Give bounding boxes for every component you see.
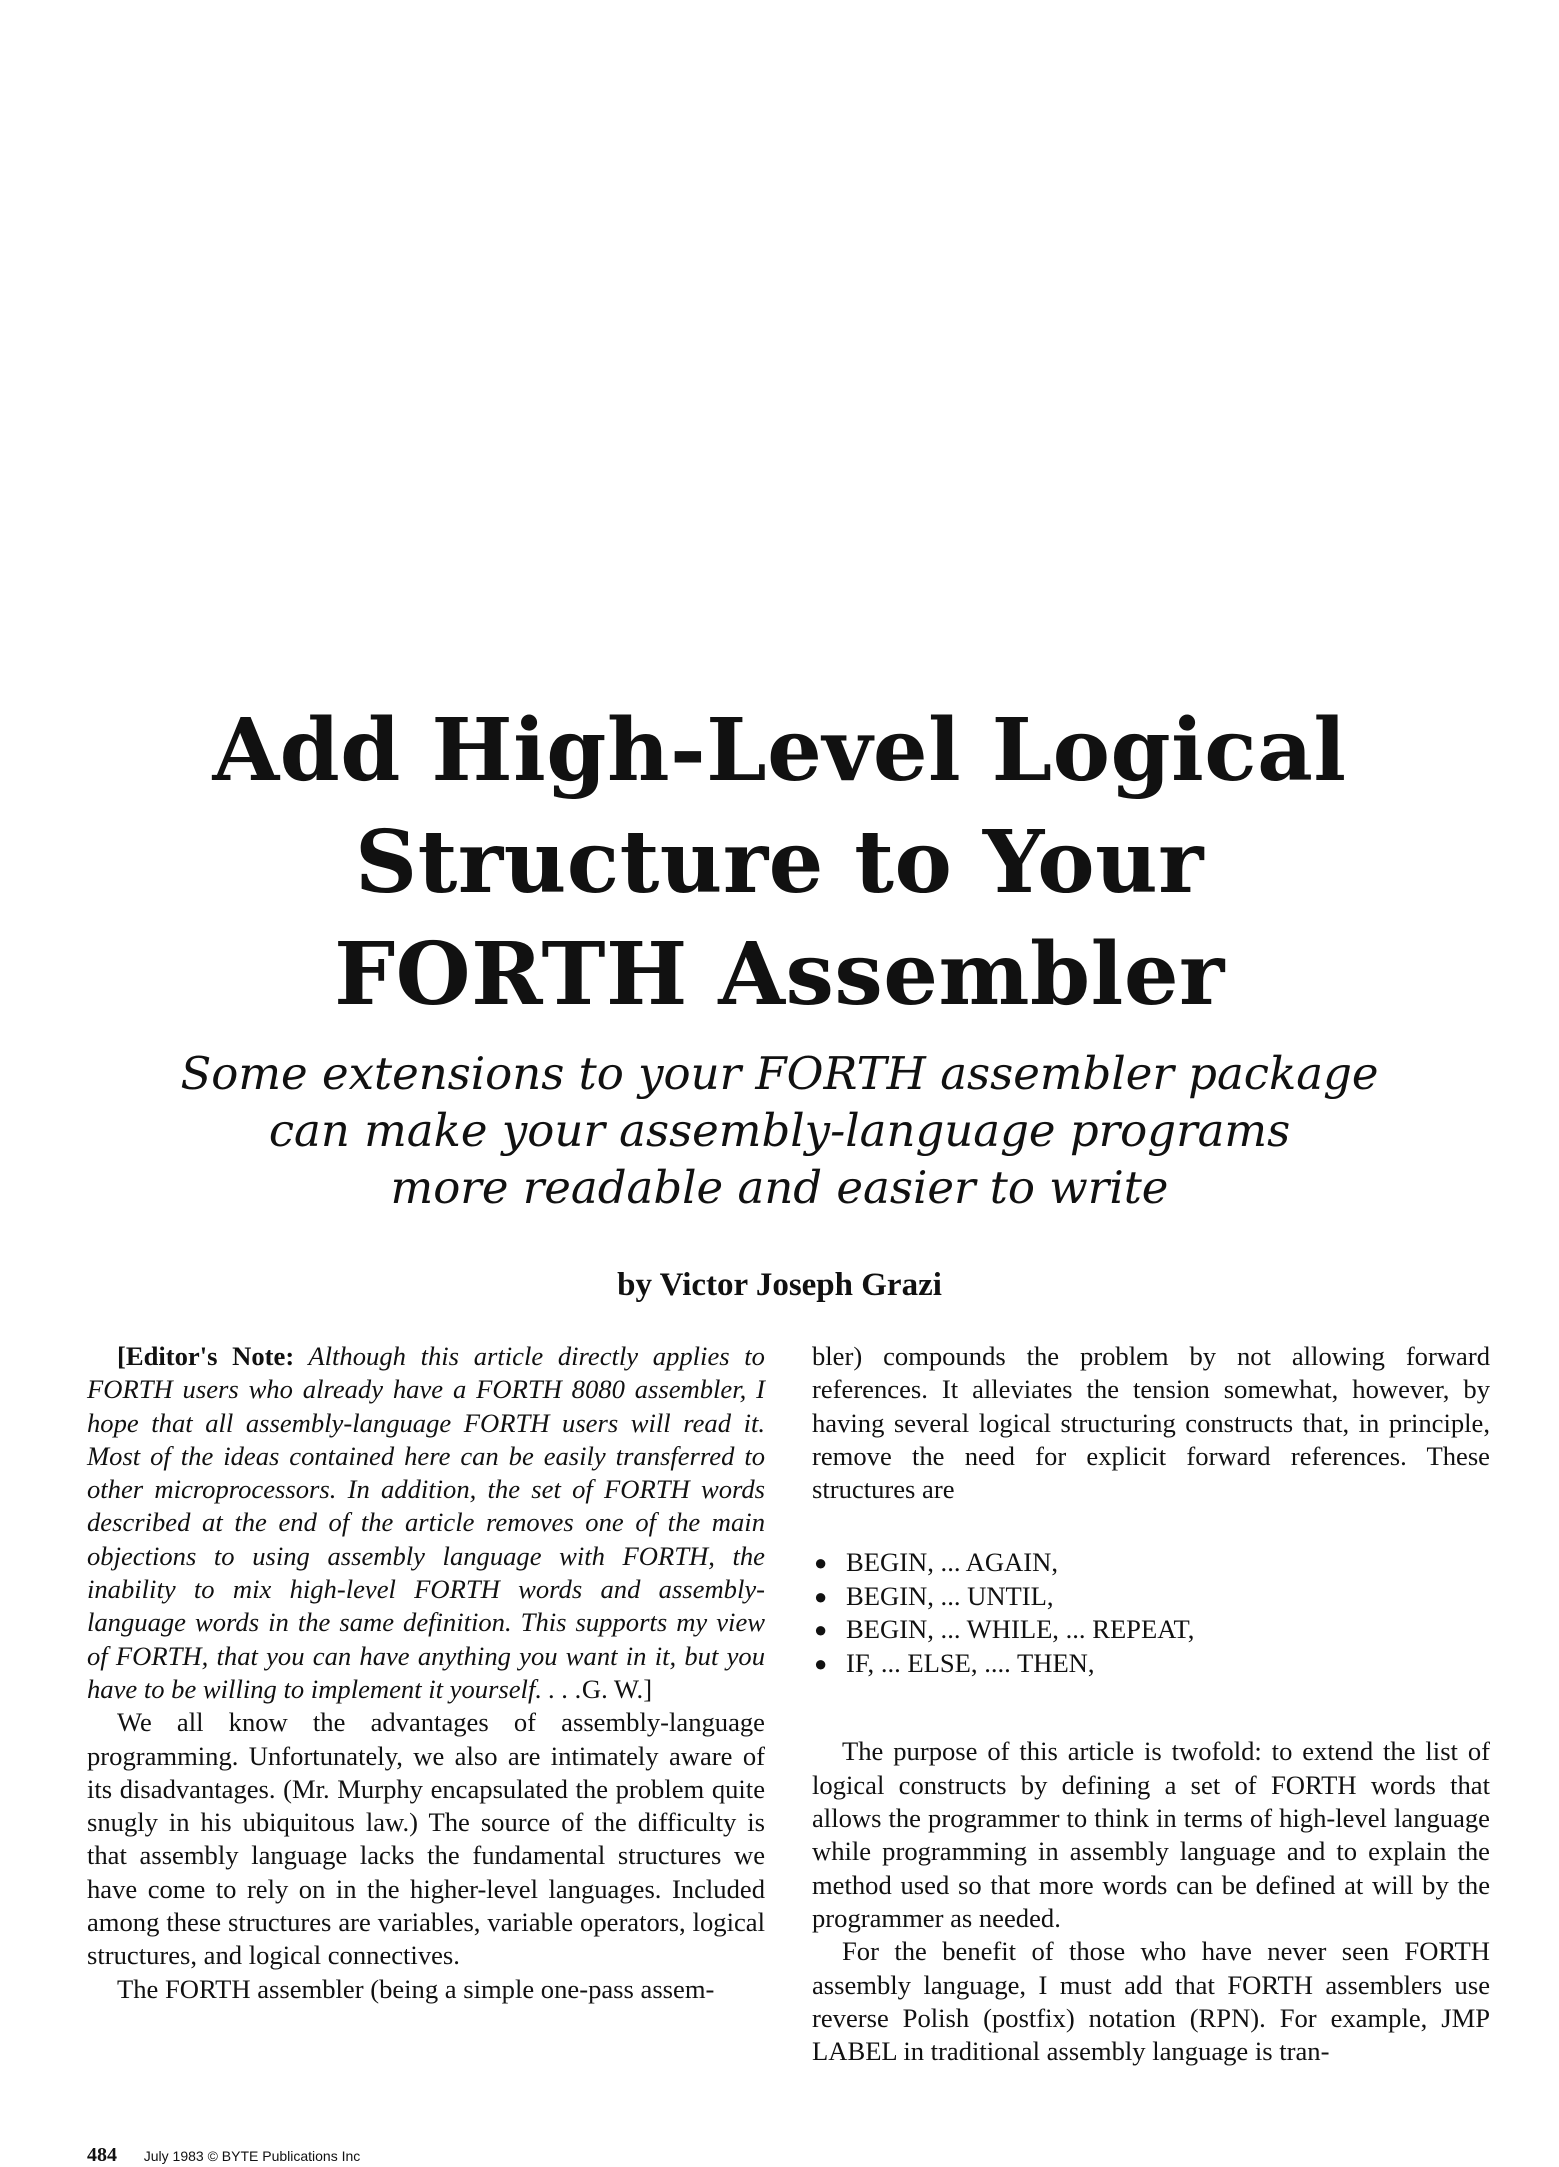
page-footer bbox=[87, 2144, 360, 2167]
publication-credit: July 1983 © BYTE Publications Inc bbox=[143, 2148, 361, 2164]
article-subtitle bbox=[0, 1045, 1559, 1216]
subtitle-line: can make your assembly-language programs bbox=[268, 1104, 1291, 1157]
subtitle-line: more readable and easier to write bbox=[390, 1161, 1169, 1214]
article-title bbox=[0, 695, 1559, 1031]
subtitle-line: Some extensions to your FORTH assembler package bbox=[180, 1047, 1379, 1100]
left-column bbox=[87, 1340, 765, 2006]
editor-note-label: [Editor's Note: bbox=[117, 1341, 295, 1371]
body-paragraph: For the benefit of those who have never seen FORTH assembly language, I must add that FORTH assemblers use reverse Polish (postfix) notation (RPN). For example, JMP LABEL in traditional assembly language is tran- bbox=[812, 1936, 1490, 2067]
title-line: Structure to Your bbox=[355, 812, 1204, 913]
right-column bbox=[812, 1340, 1490, 2068]
list-item: ● BEGIN, ... AGAIN, bbox=[812, 1546, 1490, 1580]
body-paragraph: We all know the advantages of assembly-language programming. Unfortunately, we also are intimately aware of its disadvantages. (Mr. Murphy encapsulated the problem quite snugly in his ubiquitous law.) The source of the difficulty is that assembly language lacks the fundamental structures we have come to rely on in the higher-level languages. Included among these structures are variables, variable operators, logical structures, and logical connectives. bbox=[87, 1707, 765, 1971]
constructs-list bbox=[812, 1546, 1490, 1680]
body-paragraph: The purpose of this article is twofold: to extend the list of logical constructs by defining a set of FORTH words that allows the programmer to think in terms of high-level language while programming in assembly language and to explain the method used so that more words can be defined at will by the programmer as needed. bbox=[812, 1736, 1490, 1933]
page-number: 484 bbox=[87, 2144, 117, 2166]
list-item: ● BEGIN, ... UNTIL, bbox=[812, 1580, 1490, 1614]
title-line: FORTH Assembler bbox=[334, 924, 1225, 1025]
editor-note-body: Although this article directly applies to FORTH users who already have a FORTH 8080 assembler, I hope that all assembly-language FORTH users will read it. Most of the ideas contained here can be easily transferred to other microprocessors. In addition, the set of FORTH words described at the end of the article removes one of the main objections to using assembly language with FORTH, the inability to mix high-level FORTH words and assembly-language words in the same definition. This supports my view of FORTH, that you can have anything you want in it, but you have to be willing to implement it yourself. . . . bbox=[87, 1341, 765, 1704]
list-item: ● IF, ... ELSE, .... THEN, bbox=[812, 1647, 1490, 1681]
body-paragraph: bler) compounds the problem by not allowing forward references. It alleviates the tension somewhat, however, by having several logical structuring constructs that, in principle, remove the need for explicit forward references. These structures are bbox=[812, 1341, 1490, 1505]
body-paragraph: The FORTH assembler (being a simple one-pass assem- bbox=[117, 1973, 715, 2004]
list-item: ● BEGIN, ... WHILE, ... REPEAT, bbox=[812, 1613, 1490, 1647]
editor-note bbox=[87, 1340, 765, 1706]
author-byline: by Victor Joseph Grazi bbox=[617, 1267, 942, 1303]
editor-note-signature: G. W.] bbox=[581, 1673, 653, 1704]
title-line: Add High-Level Logical bbox=[212, 700, 1347, 801]
